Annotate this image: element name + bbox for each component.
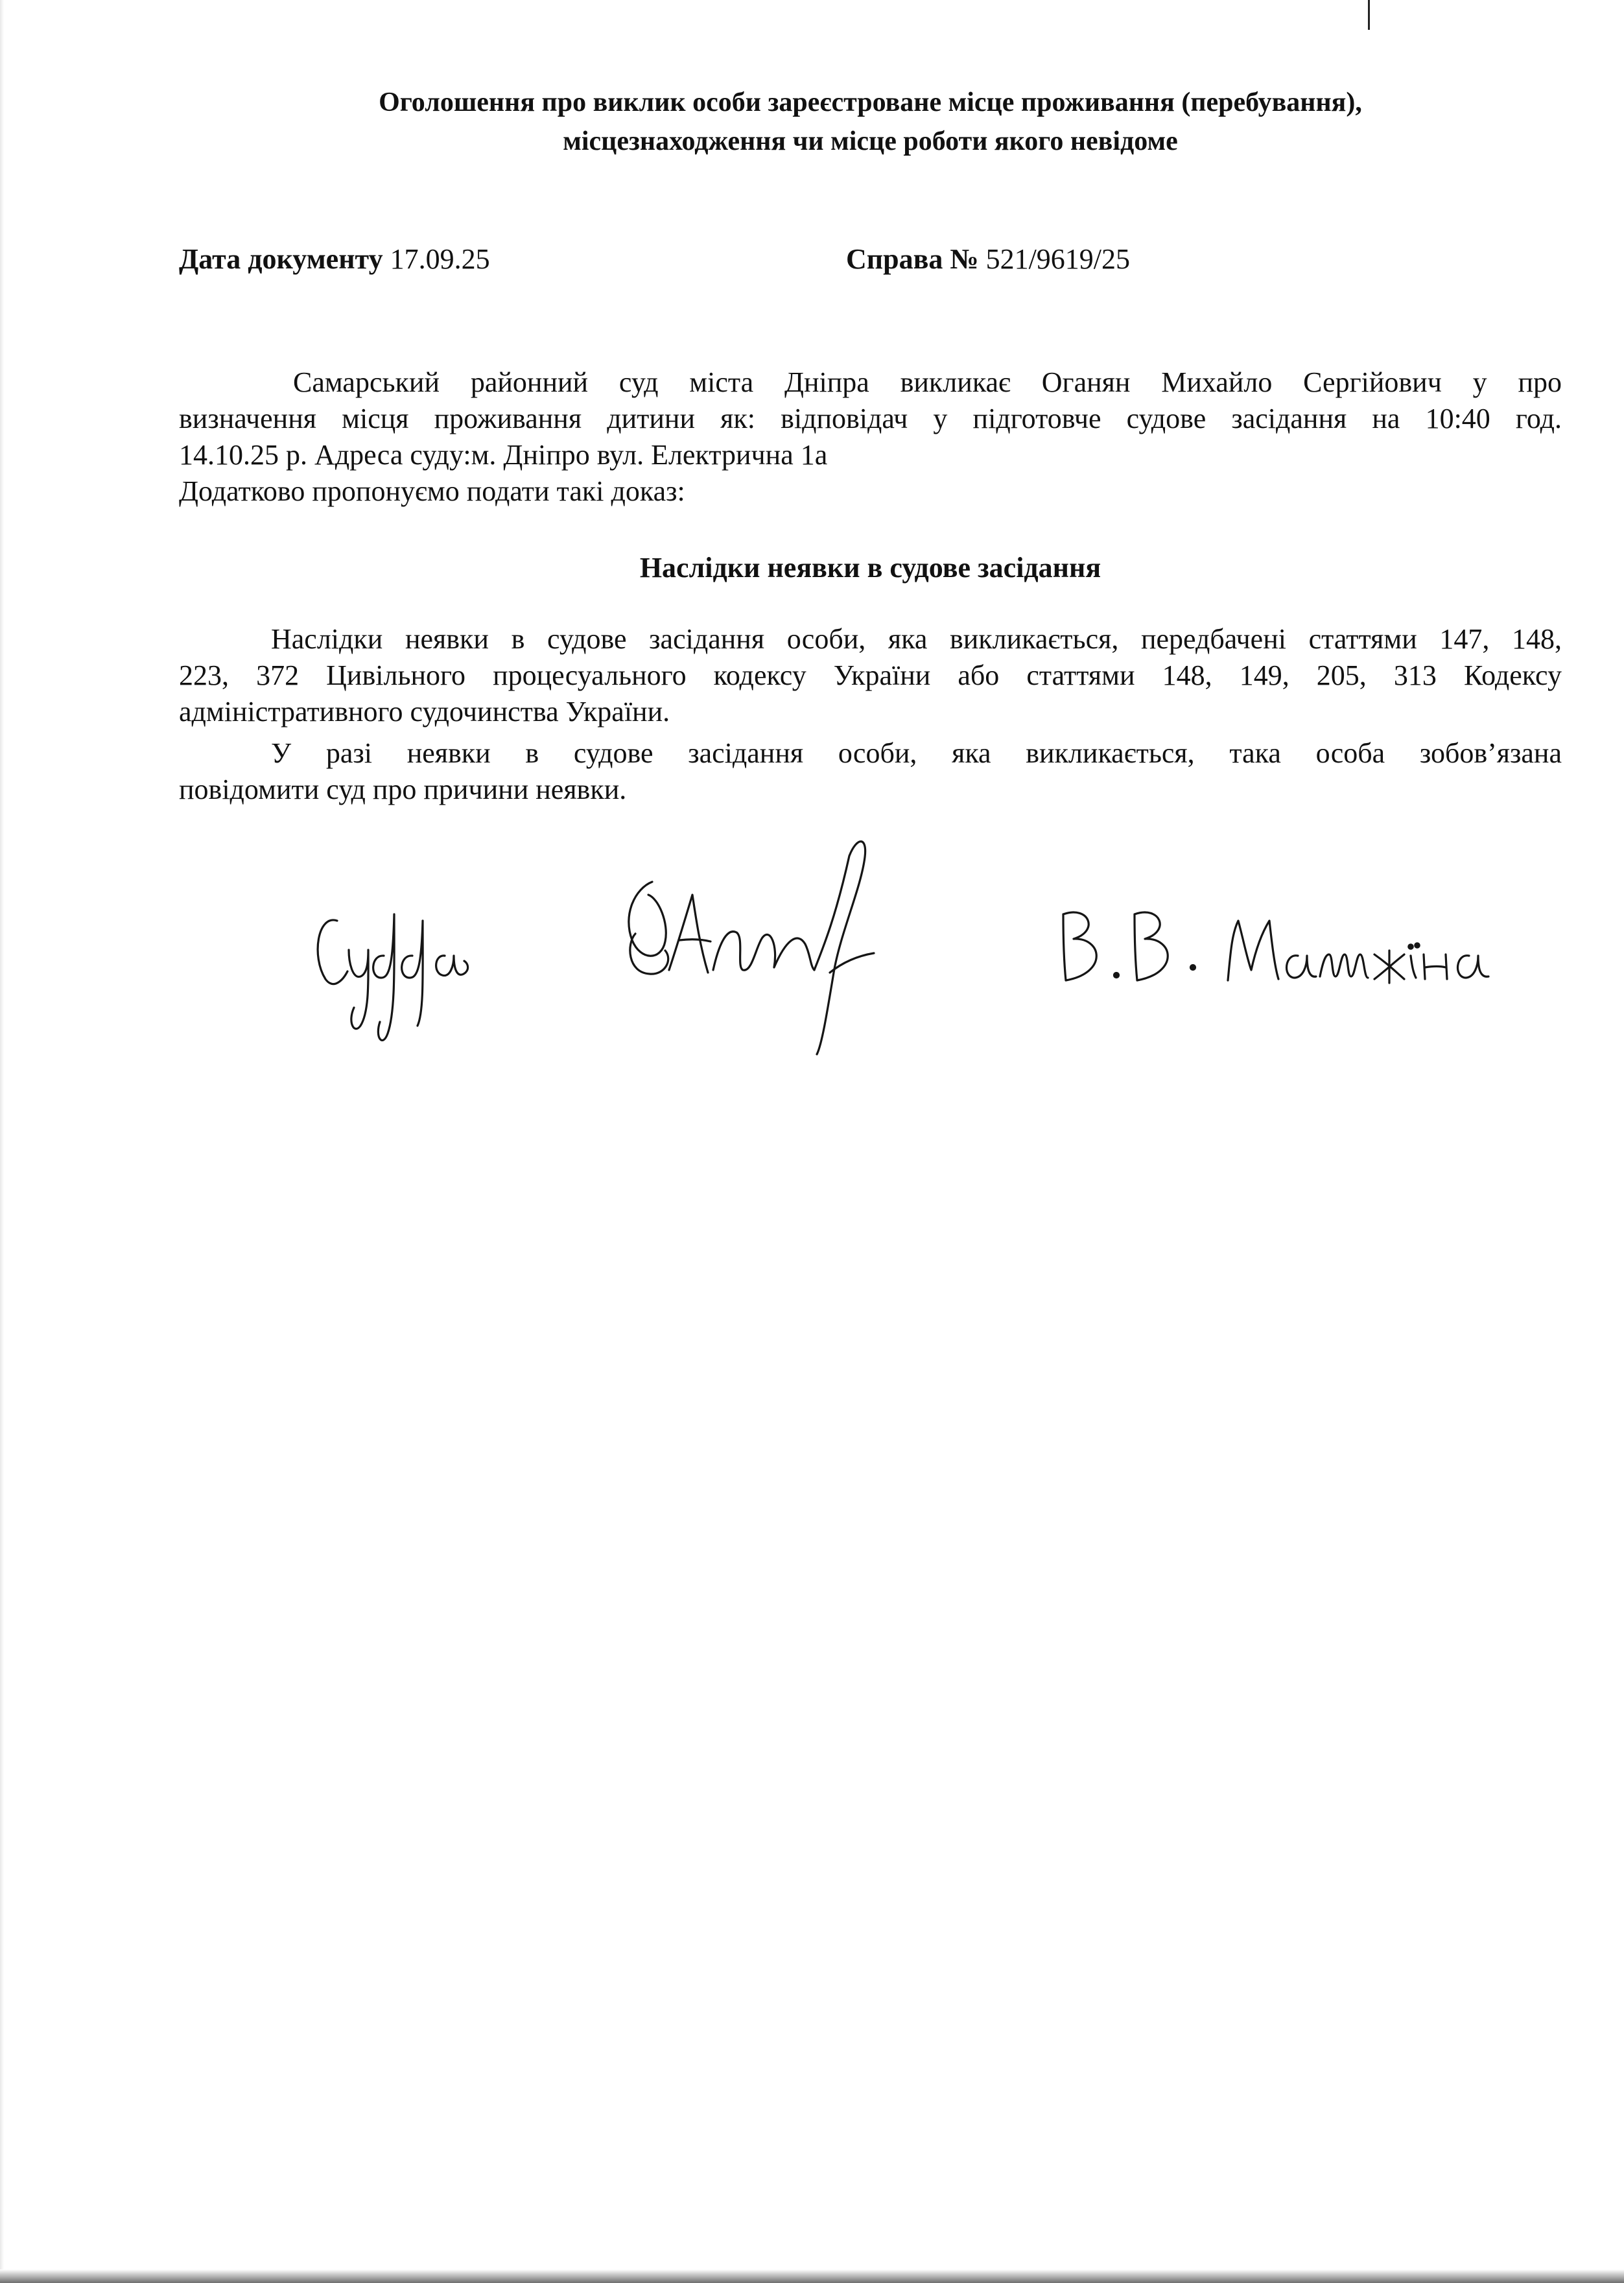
document-date: [179, 240, 490, 279]
summons-line-1: Самарський районний суд міста Дніпра викликає Оганян Михайло Сергійович у про: [293, 366, 1562, 398]
title-line-1: Оголошення про виклик особи зареєстроване місце проживання (перебування),: [379, 88, 1362, 117]
signature-block: [298, 817, 1530, 1070]
duty-paragraph: [179, 735, 1562, 808]
scan-edge-bottom: [0, 2269, 1624, 2283]
consequences-paragraph: [179, 621, 1562, 730]
case-number-label: Справа №: [846, 243, 979, 275]
handwritten-role-sudda: [318, 914, 468, 1040]
handwritten-signature-block: [298, 817, 1530, 1070]
document-title: [179, 83, 1562, 161]
summons-paragraph: [179, 364, 1562, 510]
scan-mark-top: [1368, 0, 1370, 30]
document-date-label: Дата документу: [179, 243, 383, 275]
consequences-line-3: адміністративного судочинства України.: [179, 696, 670, 727]
case-number: [846, 240, 1130, 279]
scan-edge-left: [0, 0, 4, 2283]
consequences-line-2: 223, 372 Цивільного процесуального кодексу України або статтями 148, 149, 205, 313 Кодексу: [179, 659, 1562, 691]
duty-line-2: повідомити суд про причини неявки.: [179, 774, 627, 805]
handwritten-signature-initials: [629, 842, 874, 1054]
duty-line-1: У разі неявки в судове засідання особи, яка викликається, така особа зобов’язана: [271, 737, 1562, 769]
summons-line-4: Додатково пропонуємо подати такі доказ:: [179, 475, 685, 507]
handwritten-judge-name: [1063, 912, 1489, 983]
summons-line-2: визначення місця проживання дитини як: відповідач у підготовче судове засідання на 10:40 год.: [179, 403, 1562, 434]
title-line-2: місцезнаходження чи місце роботи якого невідоме: [563, 126, 1178, 156]
document-date-value: 17.09.25: [390, 243, 490, 275]
consequences-line-1: Наслідки неявки в судове засідання особи, яка викликається, передбачені статтями 147, 148,: [271, 623, 1562, 655]
consequences-heading: Наслідки неявки в судове засідання: [639, 552, 1101, 584]
summons-line-3: 14.10.25 р. Адреса суду:м. Дніпро вул. Електрична 1а: [179, 439, 828, 471]
case-number-value: 521/9619/25: [985, 243, 1131, 275]
